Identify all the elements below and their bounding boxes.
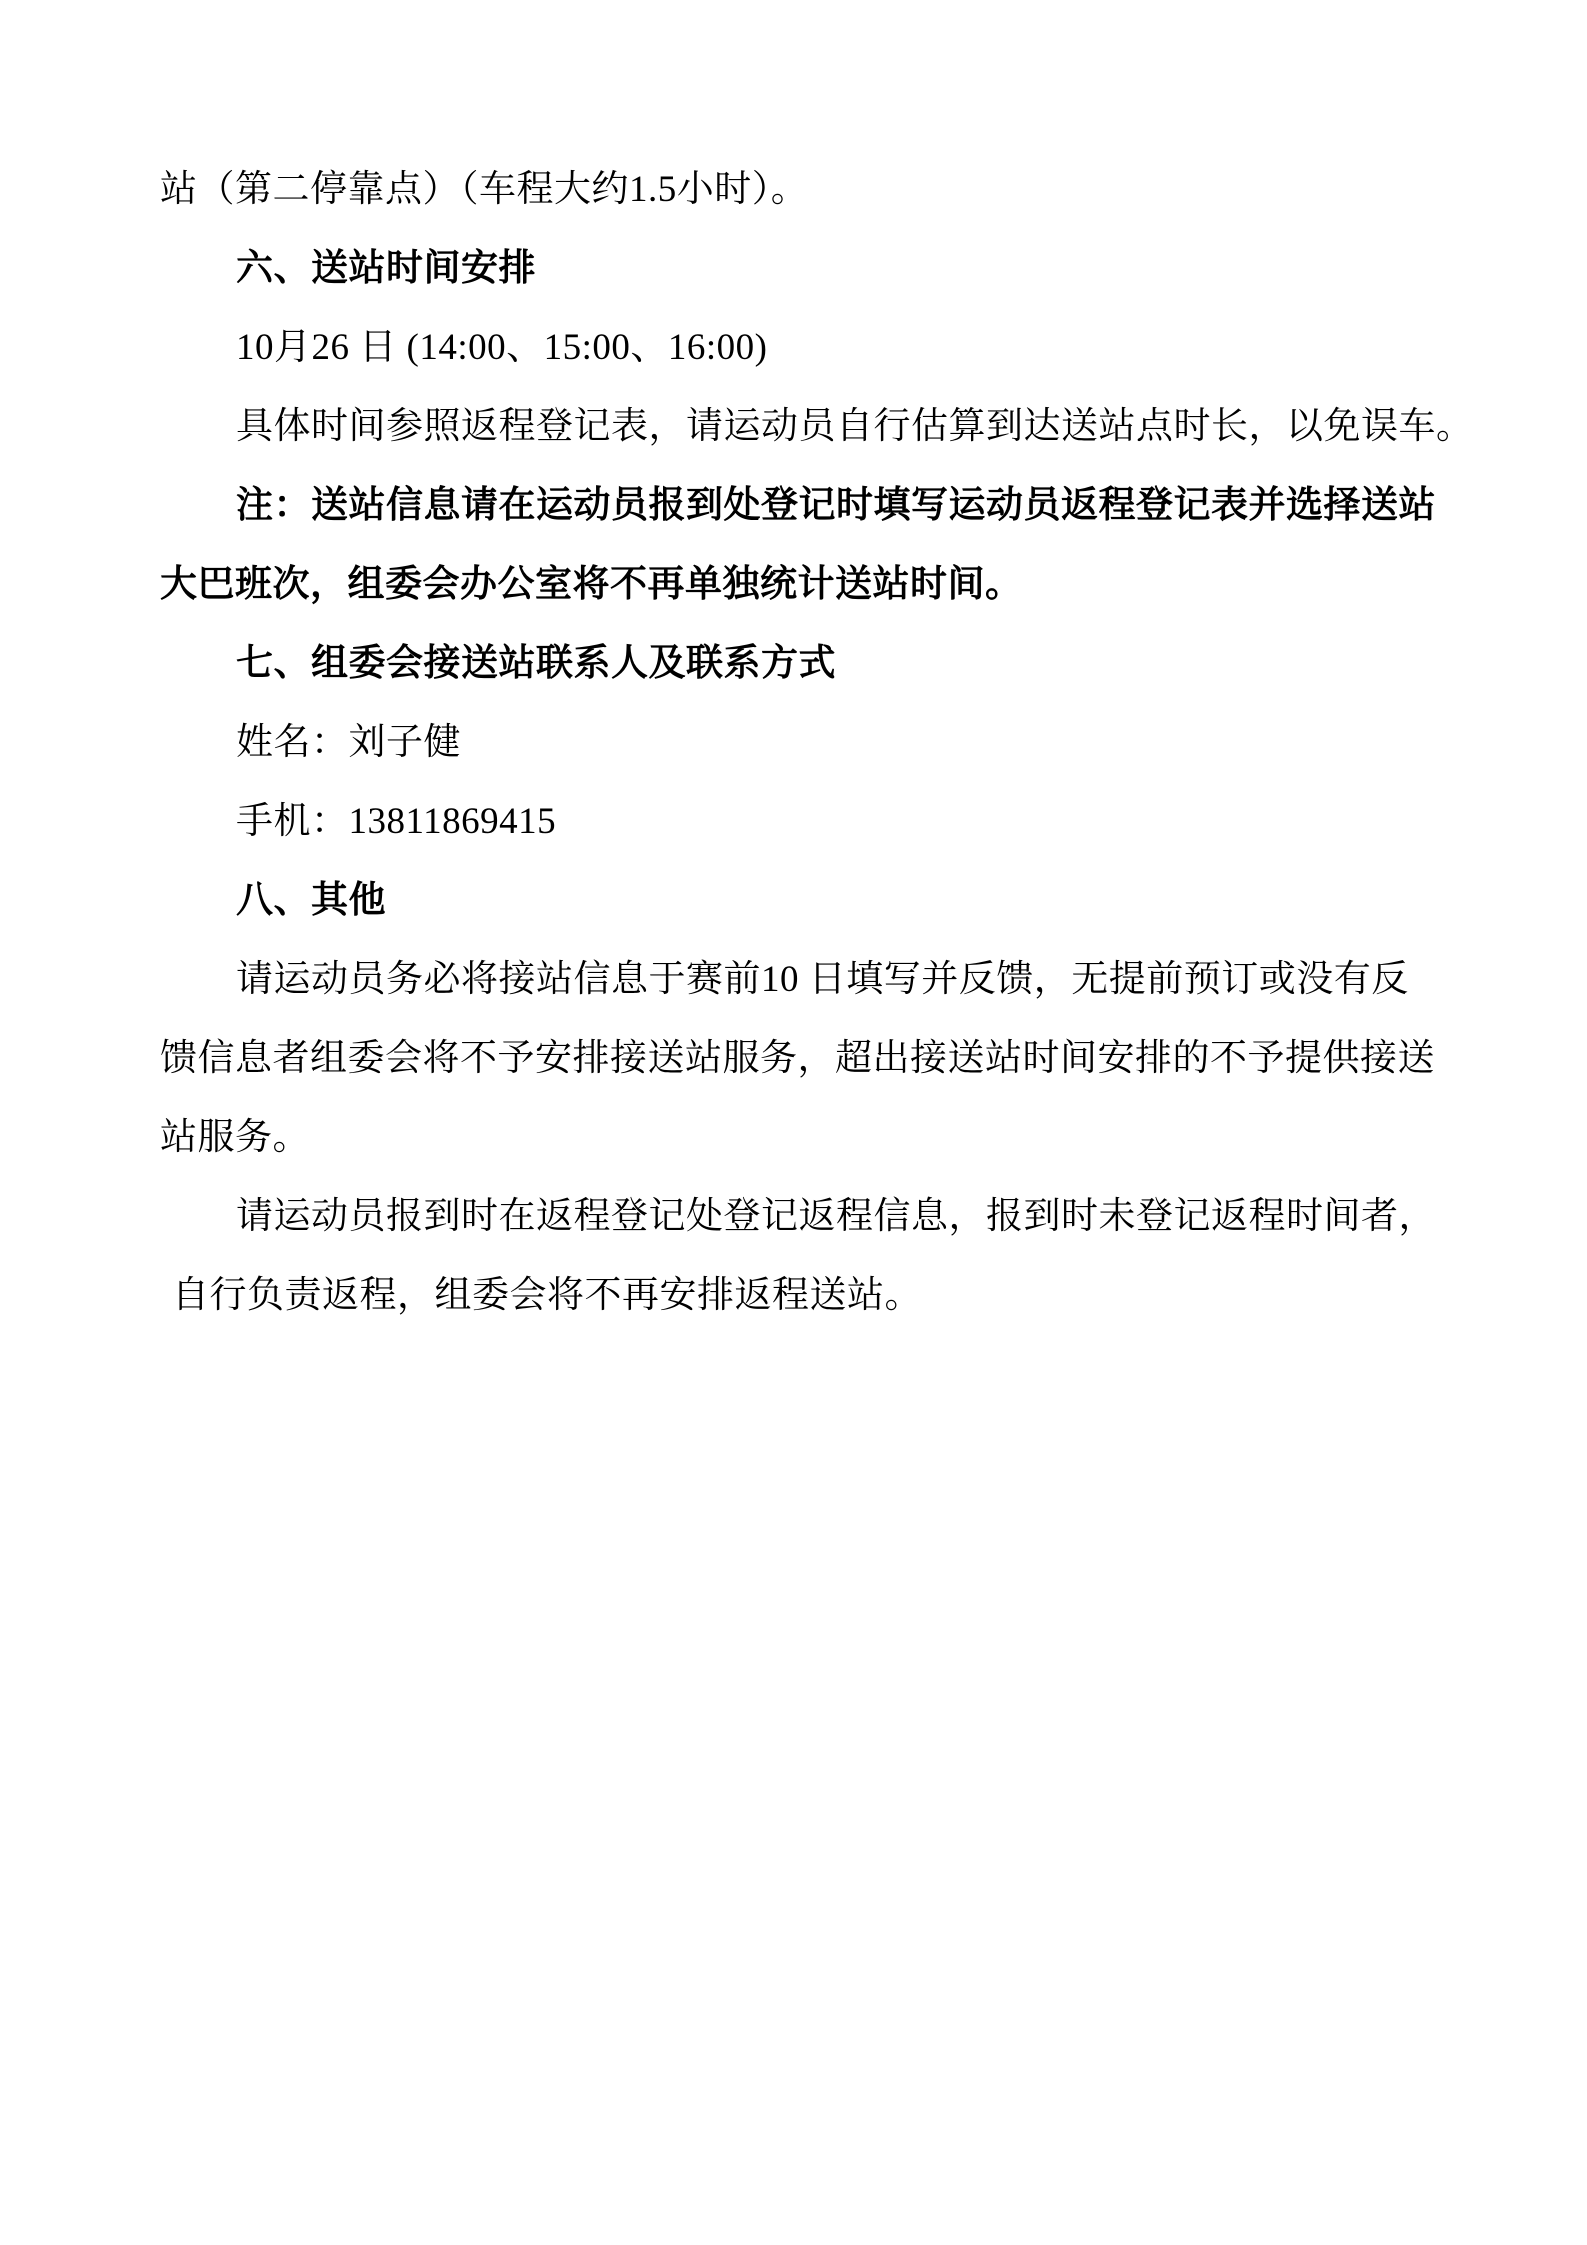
document-text-line: 具体时间参照返程登记表，请运动员自行估算到达送站点时长，以免误车。 xyxy=(236,406,1474,447)
document-text-line: 姓名：刘子健 xyxy=(236,722,461,763)
document-text-line: 请运动员报到时在返程登记处登记返程信息，报到时未登记返程时间者， xyxy=(236,1196,1436,1237)
document-heading-line: 七、组委会接送站联系人及联系方式 xyxy=(236,643,836,684)
document-heading-line: 八、其他 xyxy=(236,880,386,921)
document-text-line: 10月26 日 (14:00、15:00、16:00) xyxy=(236,327,768,368)
document-text-line: 请运动员务必将接站信息于赛前10 日填写并反馈，无提前预订或没有反 xyxy=(236,959,1409,1000)
document-text-line: 站（第二停靠点）（车程大约1.5小时）。 xyxy=(160,169,809,210)
document-text-line: 站服务。 xyxy=(160,1117,310,1158)
document-heading-line: 大巴班次，组委会办公室将不再单独统计送站时间。 xyxy=(160,564,1023,605)
document-heading-line: 六、送站时间安排 xyxy=(236,248,536,289)
document-content xyxy=(160,150,1474,1335)
document-heading-line: 注：送站信息请在运动员报到处登记时填写运动员返程登记表并选择送站 xyxy=(236,485,1436,526)
document-text-line: 自行负责返程，组委会将不再安排返程送站。 xyxy=(172,1275,922,1316)
document-text-line: 手机：13811869415 xyxy=(236,801,557,842)
document-text-line: 馈信息者组委会将不予安排接送站服务，超出接送站时间安排的不予提供接送 xyxy=(160,1038,1435,1079)
